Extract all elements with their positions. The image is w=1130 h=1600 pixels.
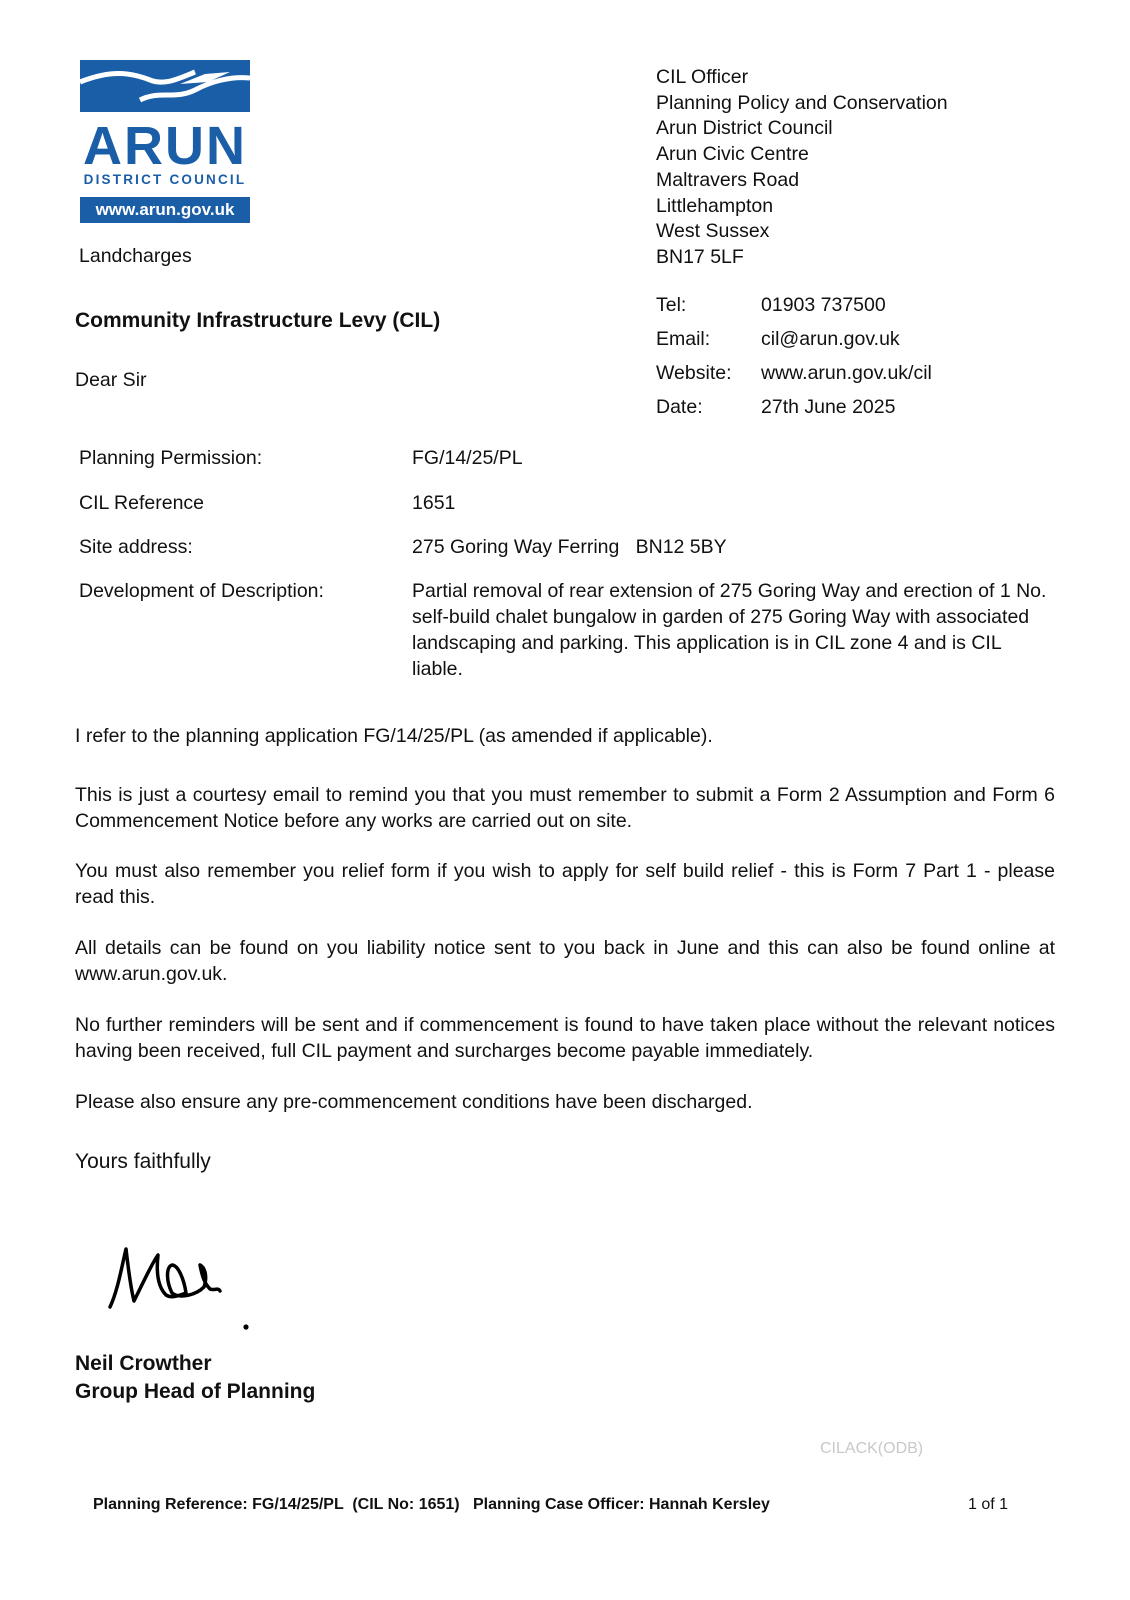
contact-value: www.arun.gov.uk/cil bbox=[761, 362, 932, 384]
detail-row bbox=[79, 490, 1052, 534]
address-line: Littlehampton bbox=[656, 194, 774, 217]
body-paragraph: All details can be found on you liability notice sent to you back in June and this can also be found online at www.arun.gov.uk. bbox=[75, 937, 1055, 985]
return-address bbox=[656, 65, 948, 271]
detail-row bbox=[79, 578, 1052, 682]
logo-url: www.arun.gov.uk bbox=[80, 197, 250, 223]
detail-value: 275 Goring Way Ferring BN12 5BY bbox=[412, 536, 727, 558]
letter-heading: Community Infrastructure Levy (CIL) bbox=[75, 309, 441, 332]
contact-label: Date: bbox=[656, 396, 703, 418]
logo-subtitle: DISTRICT COUNCIL bbox=[83, 172, 247, 187]
salutation: Dear Sir bbox=[75, 369, 147, 391]
detail-label: CIL Reference bbox=[79, 492, 205, 514]
template-code: CILACK(ODB) bbox=[820, 1440, 924, 1457]
detail-value: FG/14/25/PL bbox=[412, 447, 523, 469]
contact-label: Tel: bbox=[656, 294, 687, 316]
signatory-name: Neil Crowther bbox=[75, 1352, 212, 1375]
address-line: Planning Policy and Conservation bbox=[656, 91, 948, 114]
department-label: Landcharges bbox=[79, 245, 192, 267]
body-paragraph: You must also remember you relief form if you wish to apply for self build relief - this is Form 7 Part 1 - please read this. bbox=[75, 860, 1055, 908]
contact-label: Website: bbox=[656, 362, 732, 384]
body-paragraph: This is just a courtesy email to remind you that you must remember to submit a Form 2 Assumption and Form 6 Commencement Notice before any works are carried out on site. bbox=[75, 784, 1055, 832]
address-line: Maltravers Road bbox=[656, 168, 800, 191]
address-line: West Sussex bbox=[656, 220, 770, 243]
detail-value: 1651 bbox=[412, 492, 456, 514]
closing: Yours faithfully bbox=[75, 1150, 211, 1173]
footer-reference: Planning Reference: FG/14/25/PL (CIL No: 1651) Planning Case Officer: Hannah Kersley bbox=[93, 1496, 770, 1513]
contact-row-website bbox=[656, 360, 932, 394]
address-line: BN17 5LF bbox=[656, 245, 744, 268]
details-table bbox=[79, 445, 1052, 682]
detail-label: Development of Description: bbox=[79, 580, 324, 602]
page-number: 1 of 1 bbox=[968, 1496, 1009, 1513]
logo-name: ARUN bbox=[83, 116, 247, 176]
contact-value: cil@arun.gov.uk bbox=[761, 328, 900, 350]
contact-details bbox=[656, 292, 932, 428]
contact-value: 01903 737500 bbox=[761, 294, 886, 316]
contact-value: 27th June 2025 bbox=[761, 396, 896, 418]
body-paragraph: Please also ensure any pre-commencement conditions have been discharged. bbox=[75, 1091, 753, 1113]
address-line: CIL Officer bbox=[656, 66, 749, 88]
contact-row-tel bbox=[656, 292, 932, 326]
contact-label: Email: bbox=[656, 328, 711, 350]
detail-value: Partial removal of rear extension of 275 Goring Way and erection of 1 No. self-build chalet bungalow in garden of 275 Goring Way with associated landscaping and parking. This application is in CIL zone 4 and is CIL liable. bbox=[412, 580, 1047, 680]
detail-row bbox=[79, 534, 1052, 578]
handwritten-signature bbox=[100, 1235, 260, 1335]
detail-row bbox=[79, 445, 1052, 490]
address-line: Arun Civic Centre bbox=[656, 143, 809, 166]
address-line: Arun District Council bbox=[656, 117, 833, 140]
council-logo bbox=[80, 60, 250, 223]
body-paragraph: I refer to the planning application FG/14/25/PL (as amended if applicable). bbox=[75, 725, 713, 747]
seagull-wave-icon bbox=[80, 60, 250, 112]
contact-row-email bbox=[656, 326, 932, 360]
signatory-title: Group Head of Planning bbox=[75, 1380, 316, 1403]
detail-label: Site address: bbox=[79, 536, 193, 558]
contact-row-date bbox=[656, 394, 932, 428]
body-paragraph: No further reminders will be sent and if commencement is found to have taken place without the relevant notices having been received, full CIL payment and surcharges become payable immediately. bbox=[75, 1014, 1055, 1062]
detail-label: Planning Permission: bbox=[79, 447, 263, 469]
